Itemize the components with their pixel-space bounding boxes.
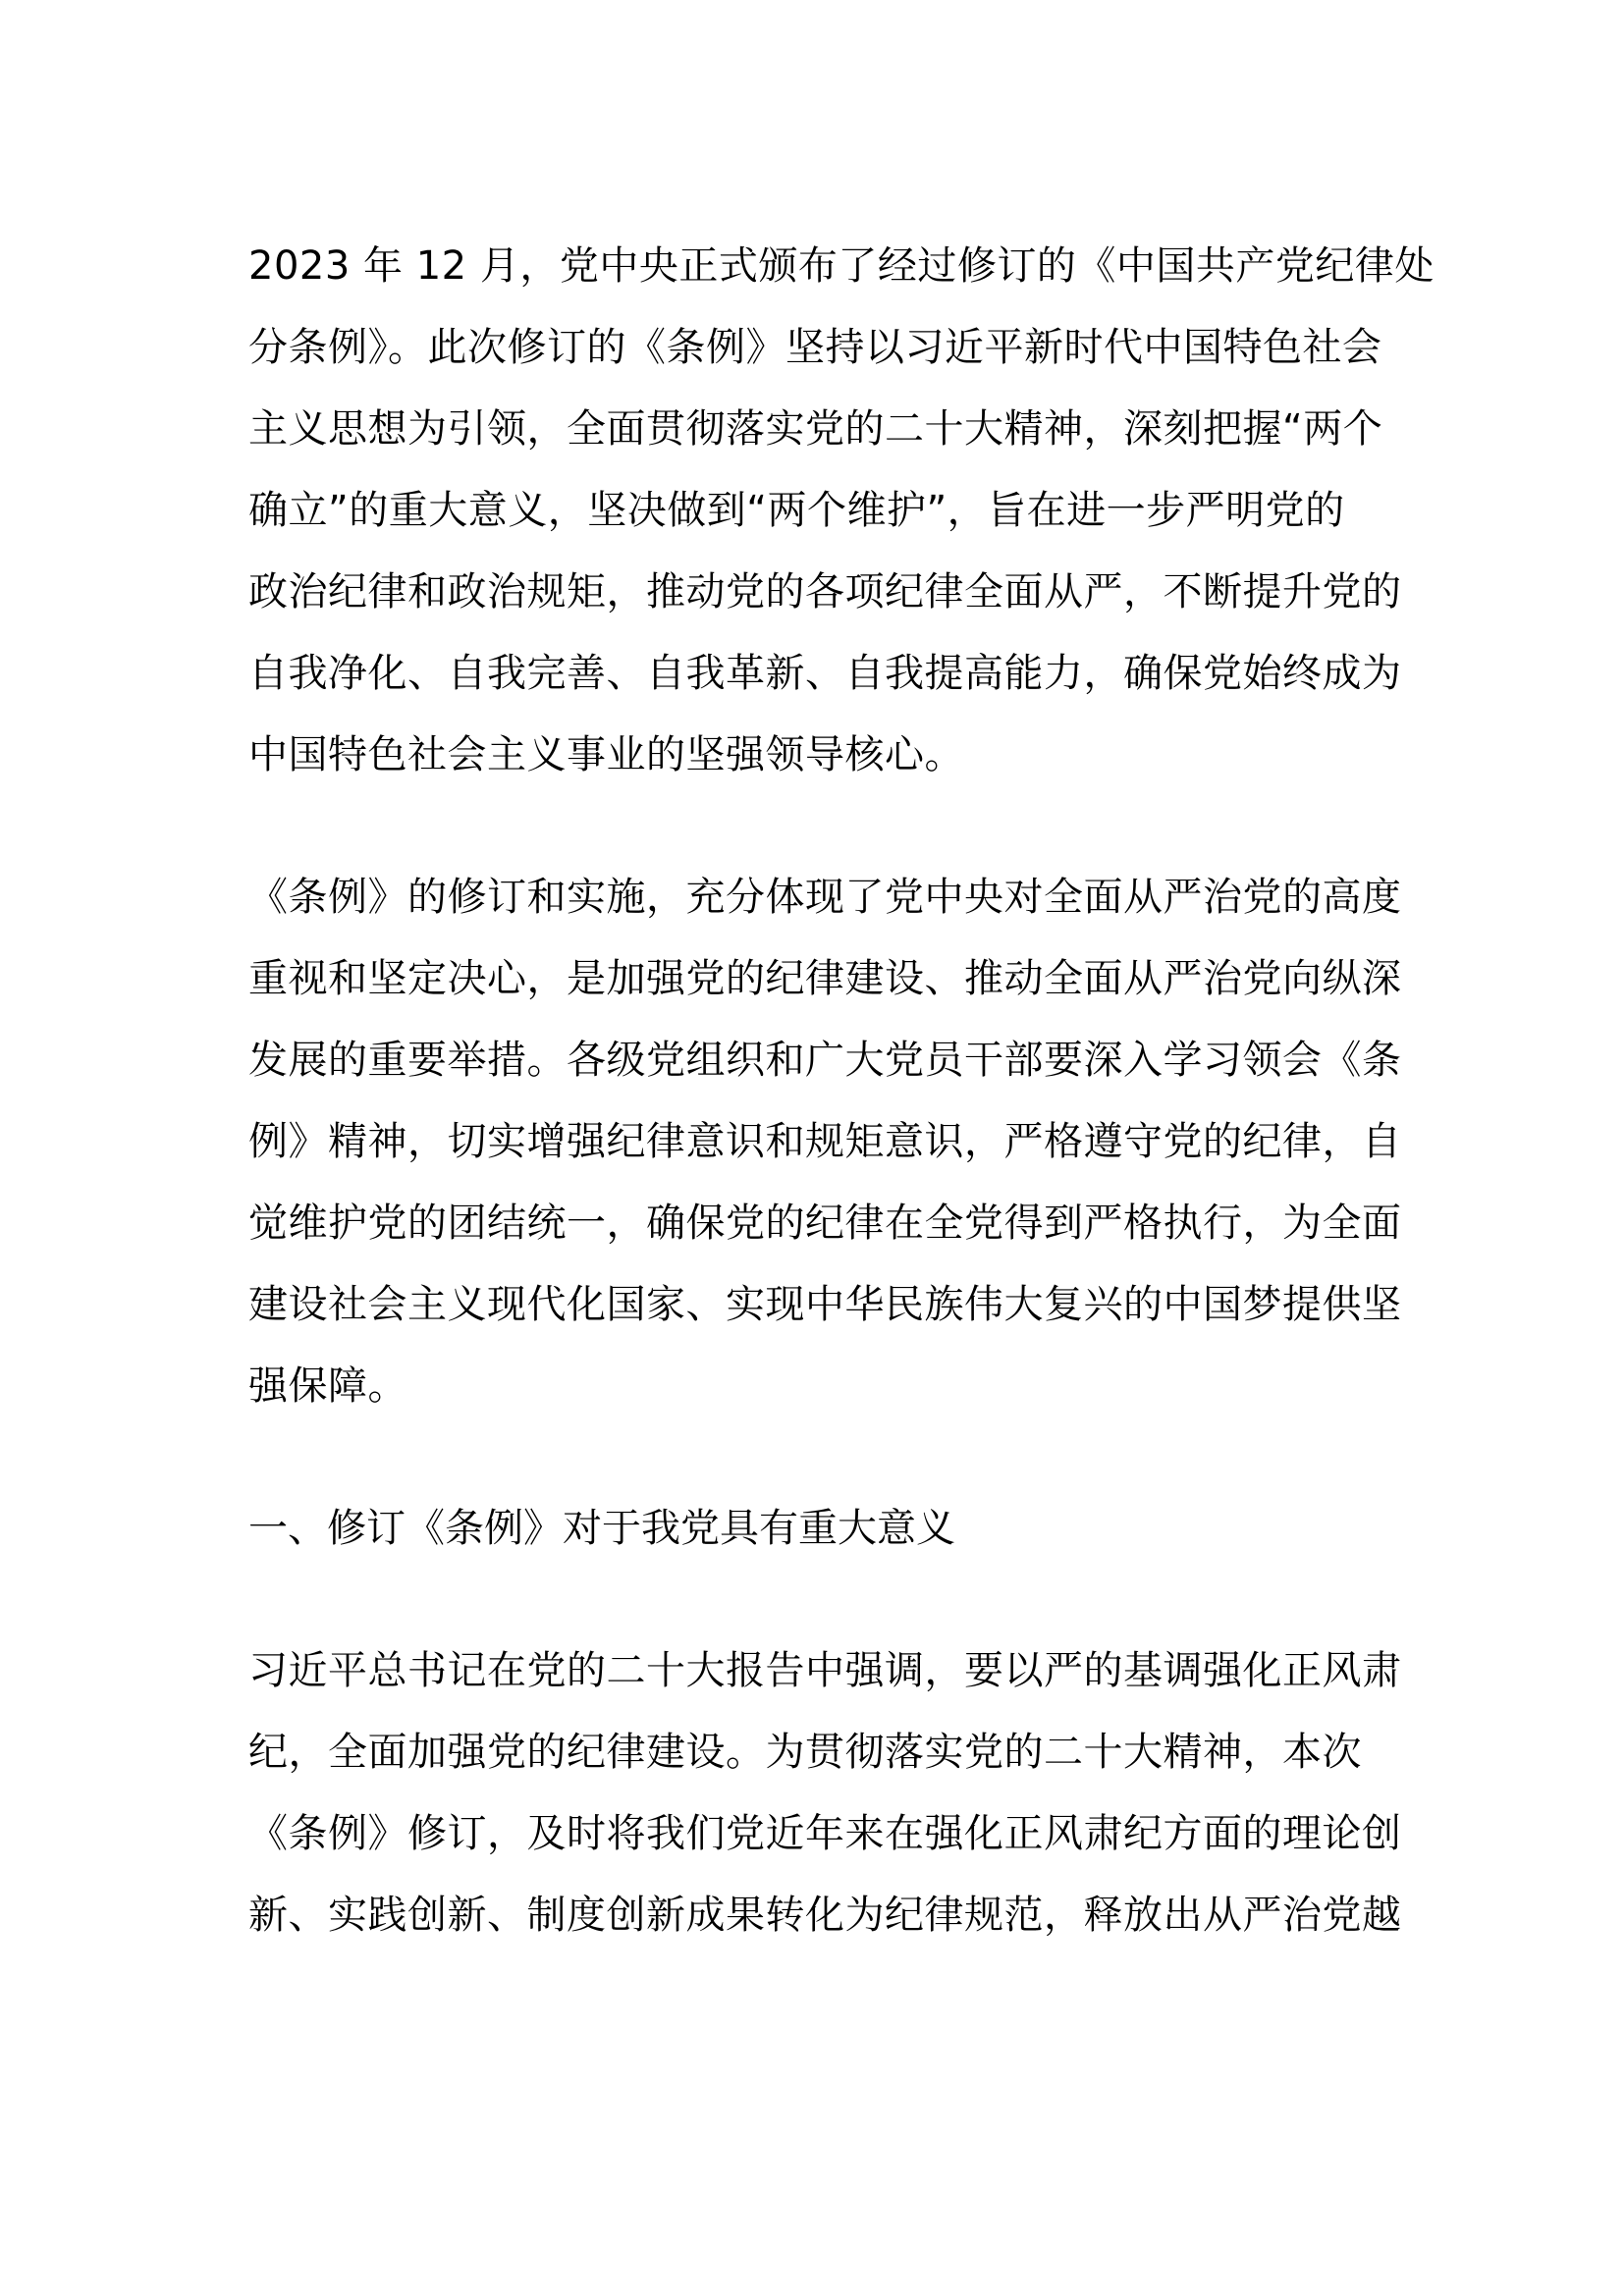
paragraph-intro [248,226,1435,796]
text-line: 2023 年 12 月，党中央正式颁布了经过修订的《中国共产党纪律处 [248,243,1435,289]
text-line: 分条例》。此次修订的《条例》坚持以习近平新时代中国特色社会 [248,325,1382,370]
text-line: 例》精神，切实增强纪律意识和规矩意识，严格遵守党的纪律，自 [248,1119,1402,1164]
paragraph-significance [248,857,1402,1427]
text-line: 确立”的重大意义，坚决做到“两个维护”，旨在进一步严明党的 [248,488,1345,533]
text-line: 重视和坚定决心，是加强党的纪律建设、推动全面从严治党向纵深 [248,956,1402,1001]
text-line: 觉维护党的团结统一，确保党的纪律在全党得到严格执行，为全面 [248,1201,1402,1246]
text-line: 发展的重要举措。各级党组织和广大党员干部要深入学习领会《条 [248,1038,1402,1083]
text-line: 中国特色社会主义事业的坚强领导核心。 [248,732,964,777]
text-line: 政治纪律和政治规矩，推动党的各项纪律全面从严，不断提升党的 [248,569,1402,614]
text-line: 强保障。 [248,1363,407,1409]
text-line: 纪，全面加强党的纪律建设。为贯彻落实党的二十大精神，本次 [248,1730,1362,1775]
text-line: 习近平总书记在党的二十大报告中强调，要以严的基调强化正风肃 [248,1648,1402,1693]
text-line: 新、实践创新、制度创新成果转化为纪律规范，释放出从严治党越 [248,1893,1402,1938]
paragraph-section-one [248,1630,1402,1956]
text-line: 建设社会主义现代化国家、实现中华民族伟大复兴的中国梦提供坚 [248,1282,1402,1327]
document-body [248,226,1435,2017]
text-line: 主义思想为引领，全面贯彻落实党的二十大精神，深刻把握“两个 [248,406,1383,452]
text-line: 自我净化、自我完善、自我革新、自我提高能力，确保党始终成为 [248,651,1402,696]
text-line: 《条例》的修订和实施，充分体现了党中央对全面从严治党的高度 [248,875,1402,920]
text-line: 《条例》修订，及时将我们党近年来在强化正风肃纪方面的理论创 [248,1811,1402,1856]
section-heading: 一、修订《条例》对于我党具有重大意义 [248,1506,955,1551]
